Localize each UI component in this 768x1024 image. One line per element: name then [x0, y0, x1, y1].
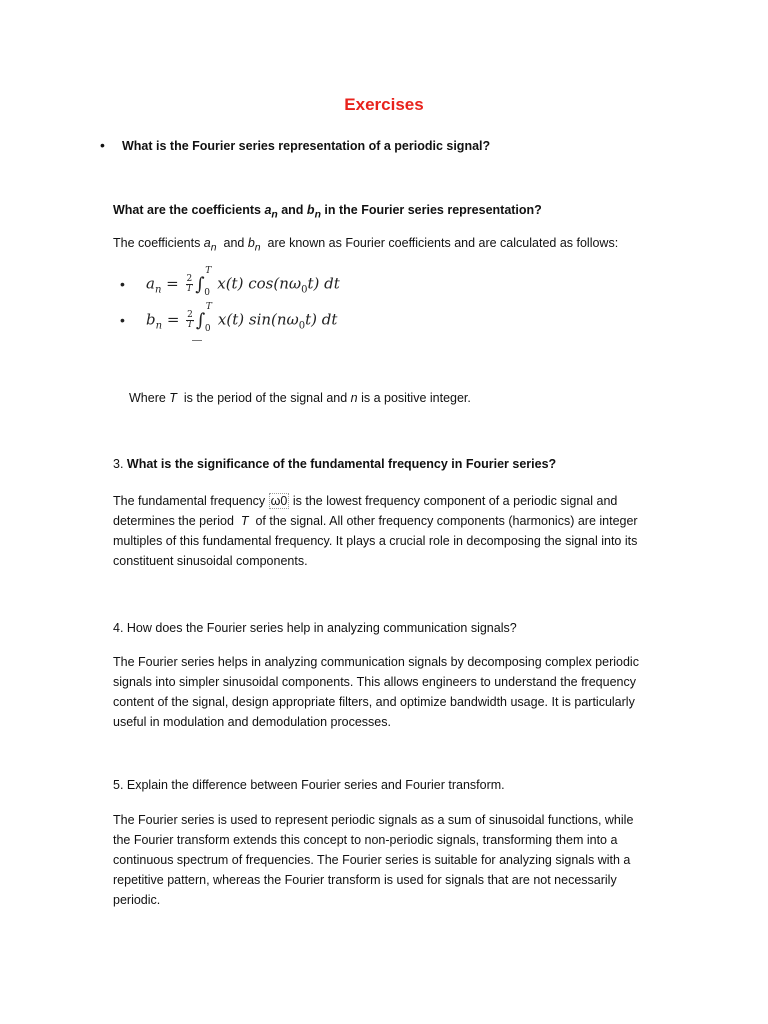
formula-a-lhs-sub: n [154, 284, 162, 296]
answer-3-T: T [240, 514, 249, 528]
answer-3-prefix: The fundamental frequency [113, 494, 269, 508]
where-n: n [350, 391, 358, 405]
formula-a-tail: t) dt [307, 274, 340, 293]
formula-a-num: 2 [186, 274, 193, 284]
where-T: T [169, 391, 177, 405]
where-mid: is the period of the signal and [176, 391, 351, 405]
formula-b-den: T [187, 320, 194, 330]
question-4: 4. How does the Fourier series help in analyzing communication signals? [113, 621, 517, 635]
formula-a-upper: T [205, 266, 212, 276]
formula-a-den: T [186, 284, 193, 294]
question-3-number: 3. [113, 457, 127, 471]
formula-b-tail: t) dt [305, 310, 338, 329]
coef-b-sub: n [314, 209, 321, 221]
question-2-prefix: What are the coefficients [113, 203, 265, 217]
integral-icon: ∫ T 0 [195, 302, 212, 334]
answer-3-line2-prefix: determines the period [113, 514, 241, 528]
coef-b: b [306, 203, 315, 217]
formula-b-body: x(t) sin(nω [217, 310, 299, 329]
answer-4 [113, 652, 658, 732]
formula-a-body: x(t) cos(nω [217, 274, 302, 293]
formula-a-body-sub: 0 [301, 284, 308, 296]
page-title: Exercises [344, 95, 424, 114]
answer-5-line: The Fourier series is used to represent periodic signals as a sum of sinusoidal functions, while [113, 813, 634, 827]
answer-4-line: The Fourier series helps in analyzing communication signals by decomposing complex periodic [113, 655, 639, 669]
coef-intro-and: and [216, 236, 248, 250]
question-3 [113, 457, 556, 471]
formula-a-lhs: a [146, 274, 155, 293]
bullet-icon: • [100, 137, 105, 153]
answer-4-line: content of the signal, design appropriate filters, and optimize bandwidth usage. It is particularly [113, 695, 635, 709]
question-1-text: What is the Fourier series representation of a periodic signal? [122, 139, 491, 153]
question-2 [113, 203, 542, 221]
formula-underline-artifact [192, 340, 202, 341]
omega-symbol: ω0 [270, 494, 288, 508]
formula-b-eq: = [162, 310, 185, 329]
formula-a-eq: = [161, 274, 184, 293]
coef-intro-a-sub: n [210, 242, 217, 254]
answer-5-line: periodic. [113, 893, 161, 907]
formula-b [120, 302, 338, 334]
coef-a-sub: n [271, 209, 278, 221]
formula-b-upper: T [205, 302, 212, 312]
answer-3-line2-suffix: of the signal. All other frequency components (harmonics) are integer [248, 514, 638, 528]
answer-5-line: continuous spectrum of frequencies. The Fourier series is suitable for analyzing signals with a [113, 853, 631, 867]
question-5: 5. Explain the difference between Fourier series and Fourier transform. [113, 778, 505, 792]
formula-a-lower: 0 [204, 288, 210, 298]
question-1 [100, 137, 490, 153]
where-prefix: Where [129, 391, 170, 405]
coef-intro-suffix: are known as Fourier coefficients and are calculated as follows: [260, 236, 619, 250]
coef-intro-prefix: The coefficients [113, 236, 204, 250]
formula-b-body-sub: 0 [298, 320, 306, 332]
answer-5-line: repetitive pattern, whereas the Fourier transform is used for signals that are not necessarily [113, 873, 617, 887]
formula-a-fraction [186, 275, 194, 294]
answer-4-line: useful in modulation and demodulation processes. [113, 715, 391, 729]
answer-3-line-2 [113, 511, 658, 531]
formula-b-lower: 0 [204, 324, 211, 334]
formula-a [120, 266, 340, 298]
bullet-icon: • [120, 311, 125, 328]
answer-3-line-3: multiples of this fundamental frequency. It plays a crucial role in decomposing the signal into its [113, 534, 638, 548]
answer-3 [113, 491, 658, 571]
answer-3-line-4: constituent sinusoidal components. [113, 554, 308, 568]
formula-b-fraction [186, 311, 194, 330]
answer-4-line: signals into simpler sinusoidal components. This allows engineers to understand the frequency [113, 675, 636, 689]
coef-intro-b: b [247, 236, 255, 250]
coef-intro-b-sub: n [254, 242, 261, 254]
coefficients-intro [113, 236, 618, 254]
answer-5 [113, 810, 658, 910]
formula-b-lhs: b [146, 310, 156, 329]
where-line [129, 391, 471, 405]
question-3-text: What is the significance of the fundamental frequency in Fourier series? [126, 457, 557, 471]
bullet-icon: • [120, 275, 125, 292]
integral-icon: ∫ T 0 [195, 266, 212, 298]
where-suffix: is a positive integer. [357, 391, 471, 405]
formula-b-lhs-sub: n [155, 320, 163, 332]
answer-3-line-1 [113, 491, 658, 511]
answer-5-line: the Fourier transform extends this concept to non-periodic signals, transforming them into a [113, 833, 618, 847]
question-2-suffix: in the Fourier series representation? [320, 203, 542, 217]
coef-a: a [264, 203, 272, 217]
coef-intro-a: a [203, 236, 211, 250]
formula-b-num: 2 [187, 310, 193, 320]
answer-3-part1: is the lowest frequency component of a periodic signal and [289, 494, 618, 508]
question-2-and: and [277, 203, 307, 217]
